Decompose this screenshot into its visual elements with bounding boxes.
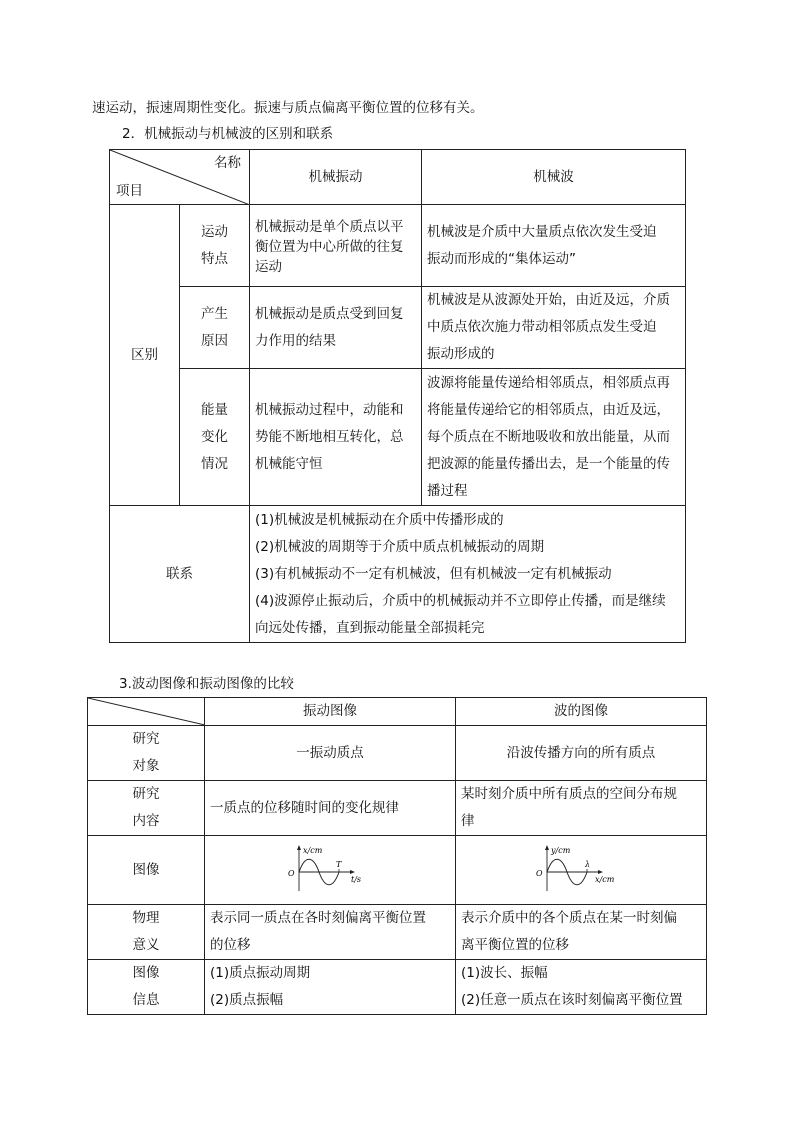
graph-comparison-table: [87, 697, 707, 1015]
cell-energy-wave: 波源将能量传递给相邻质点，相邻质点再 将能量传递给它的相邻质点，由近及远， 每个质点在不断地吸收和放出能量，从而 把波源的能量传播出去，是一个能量的传 播过程: [422, 369, 686, 506]
table1-diagonal-header: [110, 150, 250, 205]
header-item-label: 项目: [116, 183, 143, 199]
vib-period-label: T: [336, 860, 342, 869]
wave-graph: [533, 843, 629, 897]
row-label-content: 研究 内容: [88, 781, 205, 836]
cell-energy-vibration: 机械振动过程中，动能和 势能不断地相互转化，总 机械能守恒: [250, 369, 422, 506]
vibration-graph: [285, 843, 375, 897]
wave-y-label: y/cm: [551, 846, 571, 855]
section3-heading: 3.波动图像和振动图像的比较: [119, 676, 294, 692]
cell-motion-vibration: 机械振动是单个质点以平 衡位置为中心所做的往复 运动: [250, 205, 422, 287]
vib-y-arrow: [297, 845, 301, 850]
col-header-vibration-graph: 振动图像: [205, 698, 456, 726]
table2-diagonal-header: [88, 698, 205, 726]
row-label-motion: 运动 特点: [180, 205, 250, 287]
vib-x-label: t/s: [351, 875, 362, 884]
row-label-link: 联系: [110, 506, 250, 643]
cell-vibration-graph: [205, 836, 456, 905]
wave-origin-label: O: [536, 869, 543, 878]
vib-x-arrow: [350, 870, 355, 874]
col-header-vibration: 机械振动: [250, 150, 422, 205]
row-label-graph: 图像: [88, 836, 205, 905]
wave-x-label: x/cm: [595, 875, 615, 884]
cell-link-content: (1)机械波是机械振动在介质中传播形成的 (2)机械波的周期等于介质中质点机械振动的周期 (3)有机械振动不一定有机械波，但有机械波一定有机械振动 (4)波源停止振动后，介质中的机械振动并不立即停止传播，而是继续 向远处传播，直到振动能量全部损耗完: [250, 506, 686, 643]
row-label-energy: 能量 变化 情况: [180, 369, 250, 506]
wave-y-arrow: [545, 845, 549, 850]
row-label-object: 研究 对象: [88, 726, 205, 781]
cell-object-wave: 沿波传播方向的所有质点: [456, 726, 707, 781]
wave-wavelength-label: λ: [585, 860, 591, 869]
intro-line: 速运动，振速周期性变化。振速与质点偏离平衡位置的位移有关。: [92, 100, 484, 116]
group-label-difference: 区别: [110, 205, 180, 506]
row-label-cause: 产生 原因: [180, 287, 250, 369]
wave-x-arrow: [598, 870, 603, 874]
cell-content-wave: 某时刻介质中所有质点的空间分布规 律: [456, 781, 707, 836]
row-label-info: 图像 信息: [88, 960, 205, 1015]
col-header-wave: 机械波: [422, 150, 686, 205]
section2-heading: 2．机械振动与机械波的区别和联系: [122, 126, 334, 142]
cell-cause-vibration: 机械振动是质点受到回复 力作用的结果: [250, 287, 422, 369]
vib-y-label: x/cm: [303, 846, 323, 855]
header-name-label: 名称: [214, 155, 241, 171]
row-label-meaning: 物理 意义: [88, 905, 205, 960]
cell-info-vibration: (1)质点振动周期 (2)质点振幅: [205, 960, 456, 1015]
vibration-wave-table: [109, 149, 686, 643]
cell-meaning-wave: 表示介质中的各个质点在某一时刻偏 离平衡位置的位移: [456, 905, 707, 960]
cell-cause-wave: 机械波是从波源处开始，由近及远，介质 中质点依次施力带动相邻质点发生受迫 振动形成的: [422, 287, 686, 369]
vib-origin-label: O: [288, 869, 295, 878]
col-header-wave-graph: 波的图像: [456, 698, 707, 726]
cell-meaning-vibration: 表示同一质点在各时刻偏离平衡位置 的位移: [205, 905, 456, 960]
cell-wave-graph: [456, 836, 707, 905]
cell-object-vibration: 一振动质点: [205, 726, 456, 781]
cell-motion-wave: 机械波是介质中大量质点依次发生受迫 振动而形成的“集体运动”: [422, 205, 686, 287]
cell-info-wave: (1)波长、振幅 (2)任意一质点在该时刻偏离平衡位置: [456, 960, 707, 1015]
cell-content-vibration: 一质点的位移随时间的变化规律: [205, 781, 456, 836]
